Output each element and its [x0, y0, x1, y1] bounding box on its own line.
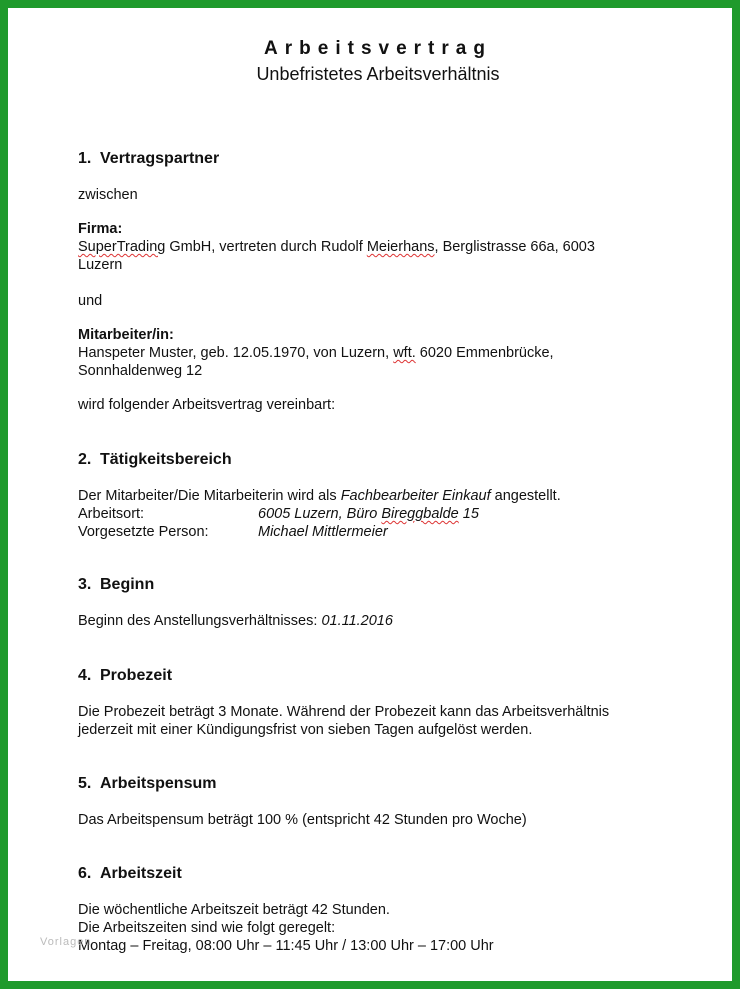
employee-line: [78, 344, 554, 362]
workplace-street: Bireggbalde: [381, 506, 459, 522]
section-number: 1.: [78, 150, 92, 167]
section-title: Tätigkeitsbereich: [100, 451, 232, 468]
company-name: SuperTrading: [78, 239, 166, 255]
workplace-city: 6005 Luzern, Büro: [258, 506, 382, 522]
agreement-text: wird folgender Arbeitsvertrag vereinbart:: [78, 397, 336, 413]
start-text: Beginn des Anstellungsverhältnisses:: [78, 613, 322, 629]
section-title: Arbeitspensum: [100, 775, 217, 792]
employee-city: 6020 Emmenbrücke,: [415, 345, 554, 361]
workplace-label: Arbeitsort:: [78, 506, 145, 522]
company-person: Meierhans: [366, 239, 435, 255]
hours-line-2: Die Arbeitszeiten sind wie folgt geregelt:: [78, 920, 336, 936]
start-date: 01.11.2016: [321, 613, 393, 629]
hours-line-3: Montag – Freitag, 08:00 Uhr – 11:45 Uhr / 13:00 Uhr – 17:00 Uhr: [78, 938, 494, 954]
start-line: [78, 612, 393, 630]
section-title: Probezeit: [100, 667, 173, 684]
workplace-number: 15: [458, 506, 479, 522]
document-page: [8, 8, 732, 981]
company-city: Luzern: [78, 257, 123, 273]
supervisor-label: Vorgesetzte Person:: [78, 524, 209, 540]
employee-street: Sonnhaldenweg 12: [78, 363, 203, 379]
role-line: [78, 487, 561, 505]
employee-wft: wft.: [393, 345, 416, 361]
section-title: Arbeitszeit: [100, 865, 182, 882]
section-number: 2.: [78, 451, 92, 468]
section-heading-arbeitszeit: [78, 865, 182, 883]
role-intro: Der Mitarbeiter/Die Mitarbeiterin wird als: [78, 488, 341, 504]
company-line: [78, 238, 595, 256]
hours-line-1: Die wöchentliche Arbeitszeit beträgt 42 Stunden.: [78, 902, 390, 918]
section-heading-taetigkeitsbereich: [78, 451, 232, 469]
section-number: 3.: [78, 576, 92, 593]
watermark: Vorlagen: [40, 936, 92, 948]
section-heading-vertragspartner: [78, 150, 219, 168]
company-text: GmbH, vertreten durch Rudolf: [165, 239, 367, 255]
probation-line-1: Die Probezeit beträgt 3 Monate. Während der Probezeit kann das Arbeitsverhältnis: [78, 704, 610, 720]
document-title: Arbeitsvertrag: [264, 38, 492, 59]
probation-line-2: jederzeit mit einer Kündigungsfrist von sieben Tagen aufgelöst werden.: [78, 722, 533, 738]
section-number: 4.: [78, 667, 92, 684]
section-heading-arbeitspensum: [78, 775, 216, 793]
document-subtitle: Unbefristetes Arbeitsverhältnis: [256, 64, 500, 84]
between-text: zwischen: [78, 187, 138, 203]
section-heading-beginn: [78, 576, 154, 594]
workload-text: Das Arbeitspensum beträgt 100 % (entspricht 42 Stunden pro Woche): [78, 812, 527, 828]
and-text: und: [78, 293, 103, 309]
role-suffix: angestellt.: [490, 488, 561, 504]
supervisor-row: [78, 523, 388, 541]
workplace-row: [78, 505, 479, 523]
supervisor-value: Michael Mittlermeier: [258, 524, 388, 540]
workplace-value: [258, 505, 479, 523]
section-number: 6.: [78, 865, 92, 882]
section-title: Vertragspartner: [100, 150, 220, 167]
role-title: Fachbearbeiter Einkauf: [340, 488, 491, 504]
section-title: Beginn: [100, 576, 155, 593]
section-heading-probezeit: [78, 667, 172, 685]
company-label: Firma:: [78, 221, 123, 237]
company-address: , Berglistrasse 66a, 6003: [434, 239, 595, 255]
section-number: 5.: [78, 775, 92, 792]
employee-label: Mitarbeiter/in:: [78, 327, 174, 343]
employee-text: Hanspeter Muster, geb. 12.05.1970, von Luzern,: [78, 345, 394, 361]
